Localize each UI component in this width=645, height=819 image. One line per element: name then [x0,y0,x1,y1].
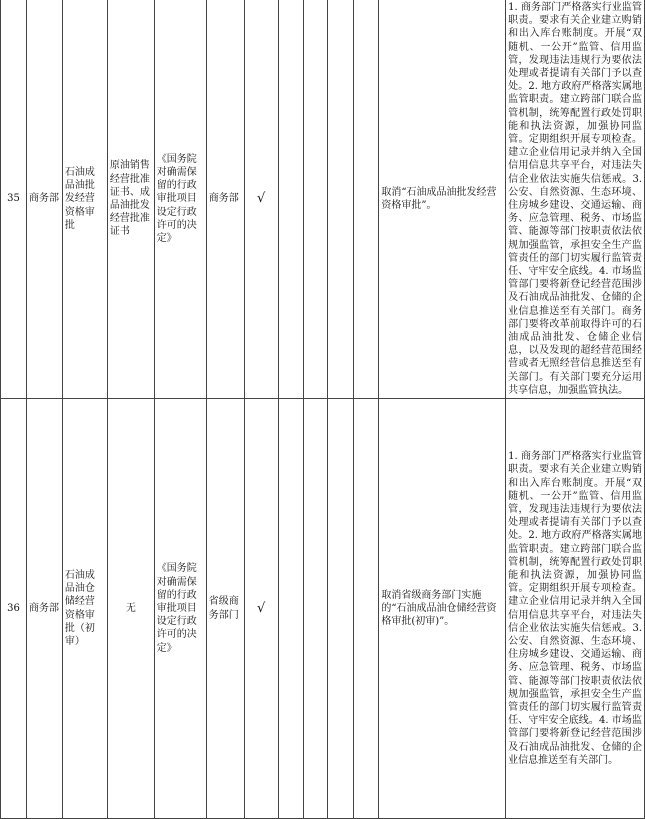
dept-cell: 商务部 [26,399,62,819]
empty-cell [354,0,379,399]
seq-cell: 35 [1,0,27,399]
table-row [1,0,645,399]
cert-cell: 无 [107,399,154,819]
item-cell: 石油成品油批发经营资格审批 [62,0,107,399]
basis-cell: 《国务院对确需保留的行政审批项目设定行政许可的决定》 [154,0,206,399]
empty-cell [278,399,303,819]
empty-cell [328,0,354,399]
empty-cell [278,0,303,399]
empty-cell [303,399,328,819]
authority-cell: 商务部 [206,0,244,399]
empty-cell [354,399,379,819]
content-cell: 1. 商务部门严格落实行业监管职责。要求有关企业建立购销和出入库台账制度。开展“双随机、一公开”监管、信用监管，发现违法违规行为要依法处理或者提请有关部门予以查处。2. 地方政府严格落实属地监管职责。建立跨部门联合监管机制，统筹配置行政处罚职能和执法资源，加强协同监管。定期组织开展专项检查。建立企业信用记录并纳入全国信用信息共享平台，对违法失信企业依法实施失信惩戒。3. 公安、自然资源、生态环境、住房城乡建设、交通运输、商务、应急管理、税务、市场监管、能源等部门按职责依法依规加强监管，承担安全生产监管责任的部门切实履行监管责任、守牢安全底线。4. 市场监管部门要将新登记经营范围涉及石油成品油批发、仓储的企业信息推送至有关部门。商务部门要将改革前取得许可的石油成品油批发、仓储企业信息，以及发现的超经营范围经营或者无照经营信息推送至有关部门。有关部门要充分运用共享信息，加强监管执法。 [506,0,645,399]
authority-cell: 省级商务部门 [206,399,244,819]
dept-cell: 商务部 [26,0,62,399]
measure-cell: 取消省级商务部门实施的“石油成品油仓储经营资格审批(初审)”。 [379,399,506,819]
measure-cell: 取消“石油成品油批发经营资格审批”。 [379,0,506,399]
empty-cell [303,0,328,399]
seq-cell: 36 [1,399,27,819]
content-cell: 1. 商务部门严格落实行业监管职责。要求有关企业建立购销和出入库台账制度。开展“双随机、一公开”监管、信用监管，发现违法违规行为要依法处理或者提请有关部门予以查处。2. 地方政府严格落实属地监管职责。建立跨部门联合监管机制，统筹配置行政处罚职能和执法资源，加强协同监管。定期组织开展专项检查。建立企业信用记录并纳入全国信用信息共享平台，对违法失信企业依法实施失信惩戒。3. 公安、自然资源、生态环境、住房城乡建设、交通运输、商务、应急管理、税务、市场监管、能源等部门按职责依法依规加强监管，承担安全生产监管责任的部门切实履行监管责任、守牢安全底线。4. 市场监管部门要将新登记经营范围涉及石油成品油批发、仓储的企业信息推送至有关部门。 [506,399,645,819]
empty-cell [328,399,354,819]
checkmark-cell: √ [244,0,278,399]
table-row [1,399,645,819]
basis-cell: 《国务院对确需保留的行政审批项目设定行政许可的决定》 [154,399,206,819]
item-cell: 石油成品油仓储经营资格审批（初审） [62,399,107,819]
checkmark-cell: √ [244,399,278,819]
cert-cell: 原油销售经营批准证书、成品油批发经营批准证书 [107,0,154,399]
